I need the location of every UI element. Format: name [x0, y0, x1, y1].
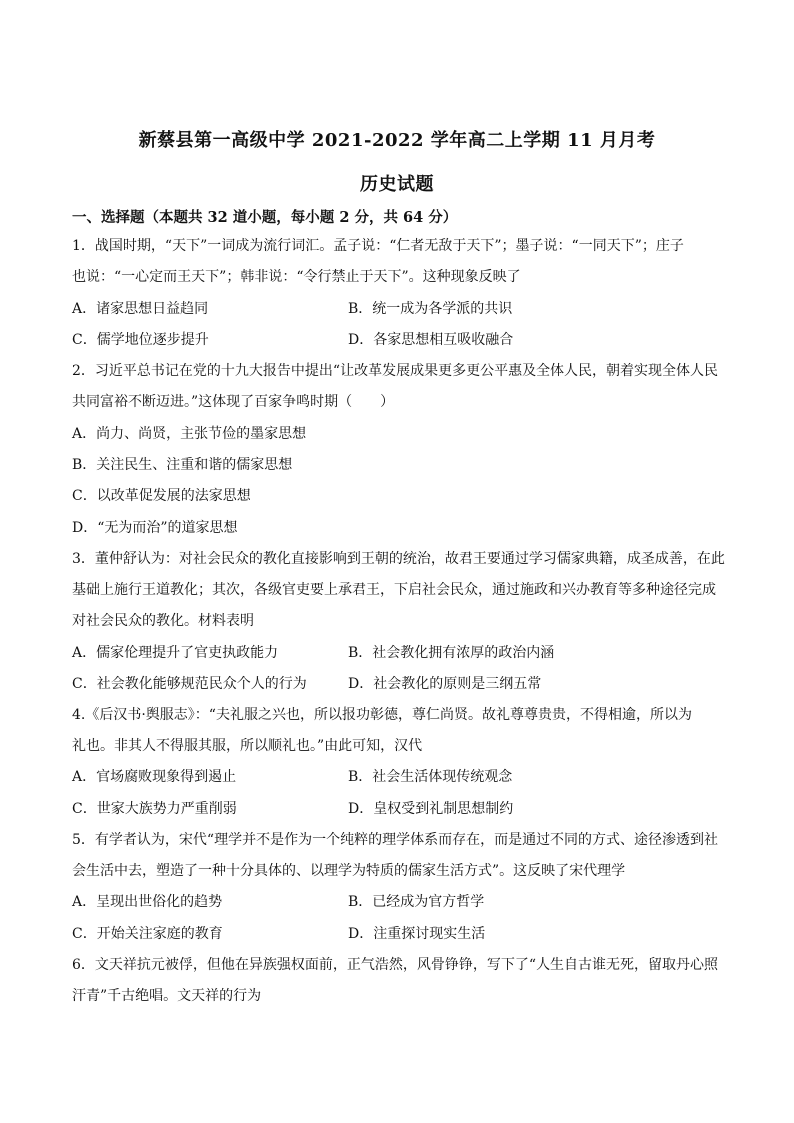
question-3-option-b: B．社会教化拥有浓厚的政治内涵 — [348, 645, 555, 661]
question-6-line-1: 6．文天祥抗元被俘，但他在异族强权面前，正气浩然，风骨铮铮，写下了“人生自古谁无死，留取丹心照 — [72, 957, 719, 973]
question-2-option-c: C．以改革促发展的法家思想 — [72, 488, 251, 504]
question-2-option-d: D．“无为而治”的道家思想 — [72, 520, 238, 536]
question-1-option-a: A．诸家思想日益趋同 — [72, 301, 209, 317]
question-4-option-c: C．世家大族势力严重削弱 — [72, 801, 237, 817]
question-2-option-a: A．尚力、尚贤，主张节俭的墨家思想 — [72, 426, 307, 442]
question-3-option-a: A．儒家伦理提升了官吏执政能力 — [72, 645, 279, 661]
question-3-option-d: D．社会教化的原则是三纲五常 — [348, 676, 542, 692]
question-1-line-2: 也说：“一心定而王天下”；韩非说：“令行禁止于天下”。这种现象反映了 — [72, 269, 521, 285]
question-3-option-c: C．社会教化能够规范民众个人的行为 — [72, 676, 307, 692]
question-1-option-c: C．儒学地位逐步提升 — [72, 332, 209, 348]
question-4-line-1: 4.《后汉书·舆服志》：“夫礼服之兴也，所以报功彰德，尊仁尚贤。故礼尊尊贵贵，不得相逾，所以为 — [72, 707, 692, 723]
question-1-option-b: B．统一成为各学派的共识 — [348, 301, 513, 317]
question-6-line-2: 汗青”千古绝唱。文天祥的行为 — [72, 988, 262, 1004]
question-5-option-a: A．呈现出世俗化的趋势 — [72, 894, 223, 910]
question-1-line-1: 1．战国时期，“天下”一词成为流行词汇。孟子说：“仁者无敌于天下”；墨子说：“一同天下”；庄子 — [72, 238, 684, 254]
question-5-option-d: D．注重探讨现实生活 — [348, 926, 486, 942]
question-4-option-b: B．社会生活体现传统观念 — [348, 769, 513, 785]
question-2-line-2: 共同富裕不断迈进。”这体现了百家争鸣时期（ ） — [72, 394, 395, 410]
question-3-line-1: 3．董仲舒认为：对社会民众的教化直接影响到王朝的统治，故君王要通过学习儒家典籍，成圣成善，在此 — [72, 551, 725, 567]
question-1-option-d: D．各家思想相互吸收融合 — [348, 332, 514, 348]
exam-subject: 历史试题 — [360, 174, 434, 195]
question-2-line-1: 2．习近平总书记在党的十九大报告中提出“让改革发展成果更多更公平惠及全体人民，朝着实现全体人民 — [72, 363, 719, 379]
question-4-option-a: A．官场腐败现象得到遏止 — [72, 769, 237, 785]
section-heading: 一、选择题（本题共 32 道小题，每小题 2 分，共 64 分） — [72, 209, 458, 226]
question-5-line-1: 5．有学者认为，宋代“理学并不是作为一个纯粹的理学体系而存在，而是通过不同的方式、途径渗透到社 — [72, 832, 719, 848]
question-5-option-c: C．开始关注家庭的教育 — [72, 926, 223, 942]
question-3-line-2: 基础上施行王道教化；其次，各级官吏要上承君王，下启社会民众，通过施政和兴办教育等多种途径完成 — [72, 582, 716, 598]
exam-title: 新蔡县第一高级中学 2021-2022 学年高二上学期 11 月月考 — [138, 130, 656, 151]
question-4-option-d: D．皇权受到礼制思想制约 — [348, 801, 514, 817]
question-5-line-2: 会生活中去，塑造了一种十分具体的、以理学为特质的儒家生活方式”。这反映了宋代理学 — [72, 863, 626, 879]
question-4-line-2: 礼也。非其人不得服其服，所以顺礼也。”由此可知，汉代 — [72, 738, 423, 754]
question-3-line-3: 对社会民众的教化。材料表明 — [72, 613, 254, 629]
question-5-option-b: B．已经成为官方哲学 — [348, 894, 485, 910]
question-2-option-b: B．关注民生、注重和谐的儒家思想 — [72, 457, 293, 473]
